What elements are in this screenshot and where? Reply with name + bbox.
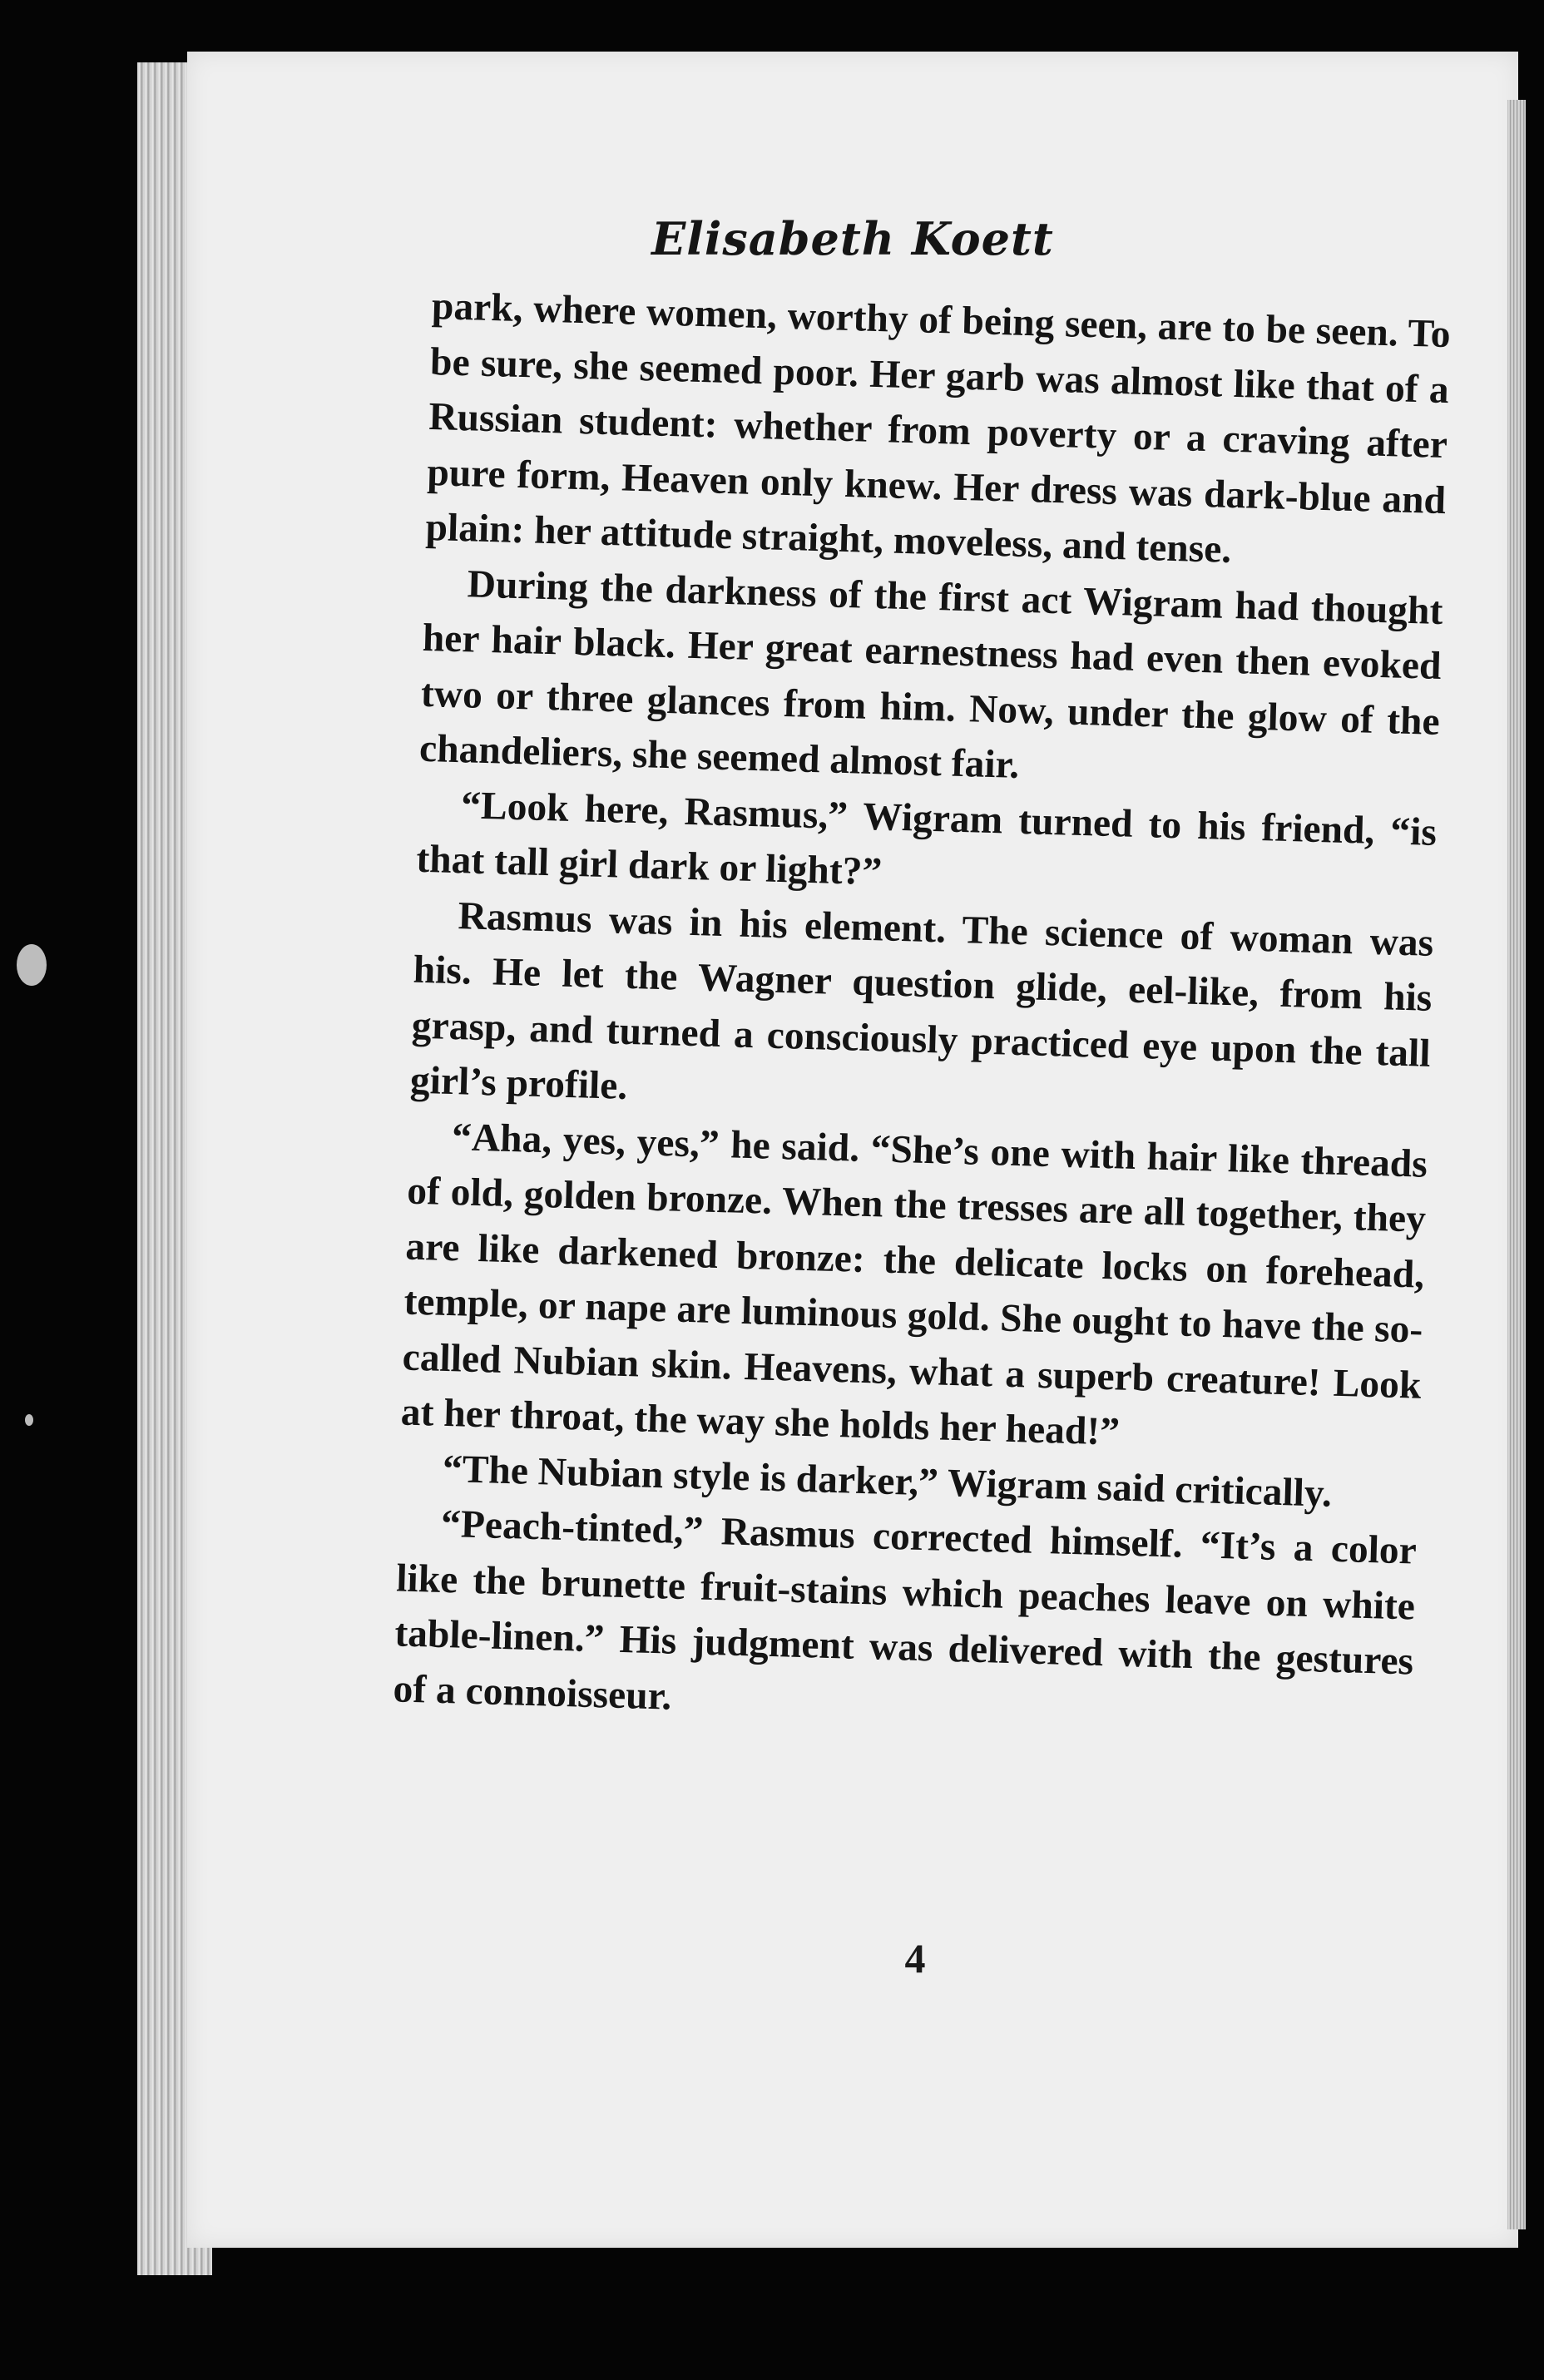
running-head: Elisabeth Koett — [651, 212, 1054, 265]
paragraph: “The Nubian style is darker,” Wigram said critically. — [442, 1447, 1333, 1516]
paragraph: “Look here, Rasmus,” Wigram turned to his friend, “is that tall girl dark or light?” — [415, 783, 1438, 894]
paragraph: park, where women, worthy of being seen, are to be seen. To be sure, she seemed poor. Her garb was almost like that of a Russian student: whether from poverty or a craving after pure form, Heaven only knew. Her dress was dark-blue and plain: her attitude straight, moveless, and tense. — [424, 284, 1452, 571]
paragraph: During the darkness of the first act Wigram had thought her hair black. Her great earnestness had even then evoked two or three glances from him. Now, under the glow of the chandeliers, she seemed almost fair. — [418, 562, 1444, 787]
paragraph: “Aha, yes, yes,” he said. “She’s one with hair like threads of old, golden bronze. When the tresses are all together, they are like darkened bronze: the delicate locks on forehead, temple, or nape are luminous gold. She ought to have the so-called Nubian skin. Heavens, what a superb creature! Look at her throat, the way she holds her head!” — [400, 1115, 1428, 1454]
body-text — [393, 279, 1452, 1745]
film-speck — [25, 1414, 33, 1426]
paragraph: “Peach-tinted,” Rasmus corrected himself. “It’s a color like the brunette fruit-stains which peaches leave on white table-linen.” His judgment was delivered with the gestures of a connoisseur. — [392, 1502, 1418, 1719]
page-number: 4 — [904, 1935, 926, 1982]
page-right-edge — [1507, 100, 1526, 2229]
film-speck — [17, 944, 47, 986]
paragraph: Rasmus was in his element. The science of woman was his. He let the Wagner question glide, eel-like, from his grasp, and turned a consciously practiced eye upon the tall girl’s profile. — [409, 893, 1434, 1108]
